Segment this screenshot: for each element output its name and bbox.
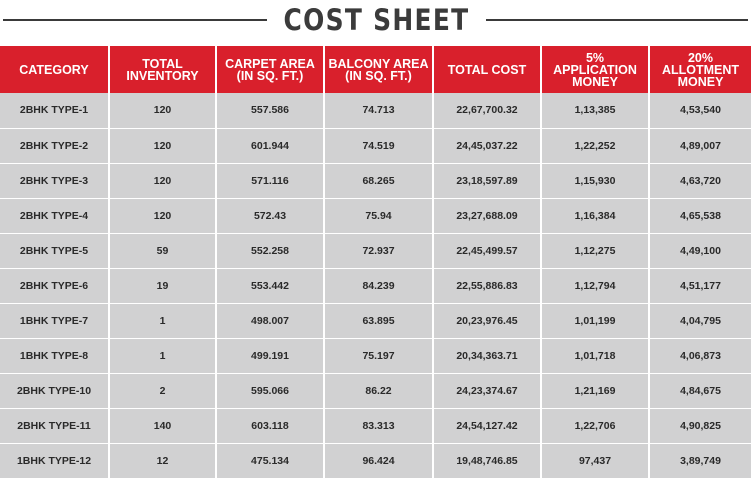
cell-total-cost: 24,45,037.22 xyxy=(433,128,541,163)
cell-allotment-money: 4,53,540 xyxy=(649,93,751,128)
cell-category: 2BHK TYPE-4 xyxy=(0,198,109,233)
cell-total-cost: 24,23,374.67 xyxy=(433,373,541,408)
cell-carpet-area: 571.116 xyxy=(216,163,324,198)
column-header-balcony-area xyxy=(324,46,433,93)
column-header-application-money xyxy=(541,46,649,93)
table-row xyxy=(0,233,751,268)
cell-carpet-area: 475.134 xyxy=(216,443,324,478)
cell-total-inventory: 140 xyxy=(109,408,216,443)
cell-application-money: 1,15,930 xyxy=(541,163,649,198)
table-row xyxy=(0,338,751,373)
cell-carpet-area: 595.066 xyxy=(216,373,324,408)
cell-application-money: 1,22,252 xyxy=(541,128,649,163)
column-header-allotment-money xyxy=(649,46,751,93)
column-header-line: CATEGORY xyxy=(19,62,89,77)
column-header-line: TOTAL xyxy=(142,56,183,71)
column-header-total-inventory xyxy=(109,46,216,93)
cell-total-cost: 20,23,976.45 xyxy=(433,303,541,338)
column-header-line: CARPET AREA xyxy=(225,56,315,71)
cell-carpet-area: 601.944 xyxy=(216,128,324,163)
cell-total-inventory: 59 xyxy=(109,233,216,268)
cell-application-money: 1,21,169 xyxy=(541,373,649,408)
table-row xyxy=(0,443,751,478)
cell-carpet-area: 499.191 xyxy=(216,338,324,373)
cell-application-money: 1,13,385 xyxy=(541,93,649,128)
cell-carpet-area: 498.007 xyxy=(216,303,324,338)
cell-total-cost: 20,34,363.71 xyxy=(433,338,541,373)
column-header-line: APPLICATION xyxy=(553,62,637,77)
cell-total-cost: 22,45,499.57 xyxy=(433,233,541,268)
cell-category: 1BHK TYPE-12 xyxy=(0,443,109,478)
title-rule-right xyxy=(486,19,748,21)
cell-total-inventory: 120 xyxy=(109,93,216,128)
cell-application-money: 1,01,199 xyxy=(541,303,649,338)
table-row xyxy=(0,268,751,303)
cell-balcony-area: 86.22 xyxy=(324,373,433,408)
table-row xyxy=(0,408,751,443)
column-header-line: MONEY xyxy=(572,74,618,89)
cell-category: 2BHK TYPE-1 xyxy=(0,93,109,128)
title-rule-left xyxy=(3,19,267,21)
column-header-line: (IN SQ. FT.) xyxy=(345,68,412,83)
cell-category: 2BHK TYPE-5 xyxy=(0,233,109,268)
cell-carpet-area: 552.258 xyxy=(216,233,324,268)
cell-total-inventory: 12 xyxy=(109,443,216,478)
cell-allotment-money: 4,04,795 xyxy=(649,303,751,338)
column-header-line: BALCONY AREA xyxy=(328,56,429,71)
cell-balcony-area: 74.519 xyxy=(324,128,433,163)
cell-total-inventory: 120 xyxy=(109,163,216,198)
cell-application-money: 1,16,384 xyxy=(541,198,649,233)
cell-carpet-area: 603.118 xyxy=(216,408,324,443)
cell-balcony-area: 72.937 xyxy=(324,233,433,268)
cell-category: 2BHK TYPE-11 xyxy=(0,408,109,443)
cell-total-cost: 24,54,127.42 xyxy=(433,408,541,443)
cell-allotment-money: 4,49,100 xyxy=(649,233,751,268)
cell-balcony-area: 75.197 xyxy=(324,338,433,373)
cell-application-money: 1,22,706 xyxy=(541,408,649,443)
cell-total-inventory: 120 xyxy=(109,198,216,233)
table-row xyxy=(0,198,751,233)
cost-sheet-table xyxy=(0,46,751,479)
cell-total-inventory: 1 xyxy=(109,303,216,338)
cell-category: 2BHK TYPE-3 xyxy=(0,163,109,198)
cell-allotment-money: 4,06,873 xyxy=(649,338,751,373)
cell-total-cost: 19,48,746.85 xyxy=(433,443,541,478)
cell-allotment-money: 4,51,177 xyxy=(649,268,751,303)
cell-total-cost: 23,18,597.89 xyxy=(433,163,541,198)
column-header-total-cost xyxy=(433,46,541,93)
cell-allotment-money: 4,89,007 xyxy=(649,128,751,163)
cell-balcony-area: 75.94 xyxy=(324,198,433,233)
column-header-line: ALLOTMENT xyxy=(661,62,740,77)
table-row xyxy=(0,93,751,128)
cell-balcony-area: 96.424 xyxy=(324,443,433,478)
table-row xyxy=(0,303,751,338)
cell-category: 2BHK TYPE-2 xyxy=(0,128,109,163)
cell-total-cost: 23,27,688.09 xyxy=(433,198,541,233)
cell-balcony-area: 63.895 xyxy=(324,303,433,338)
column-header-line: (IN SQ. FT.) xyxy=(236,68,304,83)
cell-carpet-area: 557.586 xyxy=(216,93,324,128)
cell-category: 1BHK TYPE-7 xyxy=(0,303,109,338)
cell-total-cost: 22,67,700.32 xyxy=(433,93,541,128)
table-row xyxy=(0,128,751,163)
cell-carpet-area: 572.43 xyxy=(216,198,324,233)
column-header-carpet-area xyxy=(216,46,324,93)
cell-total-inventory: 1 xyxy=(109,338,216,373)
cell-total-inventory: 19 xyxy=(109,268,216,303)
cell-application-money: 97,437 xyxy=(541,443,649,478)
page-title: COST SHEET xyxy=(283,3,470,37)
title-bar xyxy=(0,0,751,40)
column-header-category xyxy=(0,46,109,93)
column-header-line: TOTAL COST xyxy=(447,62,527,77)
cell-application-money: 1,01,718 xyxy=(541,338,649,373)
table-row xyxy=(0,373,751,408)
cell-balcony-area: 84.239 xyxy=(324,268,433,303)
cell-category: 2BHK TYPE-10 xyxy=(0,373,109,408)
cell-balcony-area: 74.713 xyxy=(324,93,433,128)
column-header-line: 20% xyxy=(687,50,714,65)
cell-allotment-money: 4,65,538 xyxy=(649,198,751,233)
column-header-line: MONEY xyxy=(677,74,724,89)
cell-total-inventory: 120 xyxy=(109,128,216,163)
cell-allotment-money: 3,89,749 xyxy=(649,443,751,478)
cell-allotment-money: 4,90,825 xyxy=(649,408,751,443)
cell-category: 1BHK TYPE-8 xyxy=(0,338,109,373)
header-row xyxy=(0,46,751,93)
cell-balcony-area: 83.313 xyxy=(324,408,433,443)
cell-category: 2BHK TYPE-6 xyxy=(0,268,109,303)
column-header-line: 5% xyxy=(585,50,605,65)
cell-application-money: 1,12,275 xyxy=(541,233,649,268)
cell-total-inventory: 2 xyxy=(109,373,216,408)
column-header-line: INVENTORY xyxy=(126,68,199,83)
table-body xyxy=(0,93,751,478)
cell-application-money: 1,12,794 xyxy=(541,268,649,303)
table-header xyxy=(0,46,751,93)
cell-allotment-money: 4,63,720 xyxy=(649,163,751,198)
table-row xyxy=(0,163,751,198)
cell-total-cost: 22,55,886.83 xyxy=(433,268,541,303)
cell-allotment-money: 4,84,675 xyxy=(649,373,751,408)
cell-carpet-area: 553.442 xyxy=(216,268,324,303)
cell-balcony-area: 68.265 xyxy=(324,163,433,198)
